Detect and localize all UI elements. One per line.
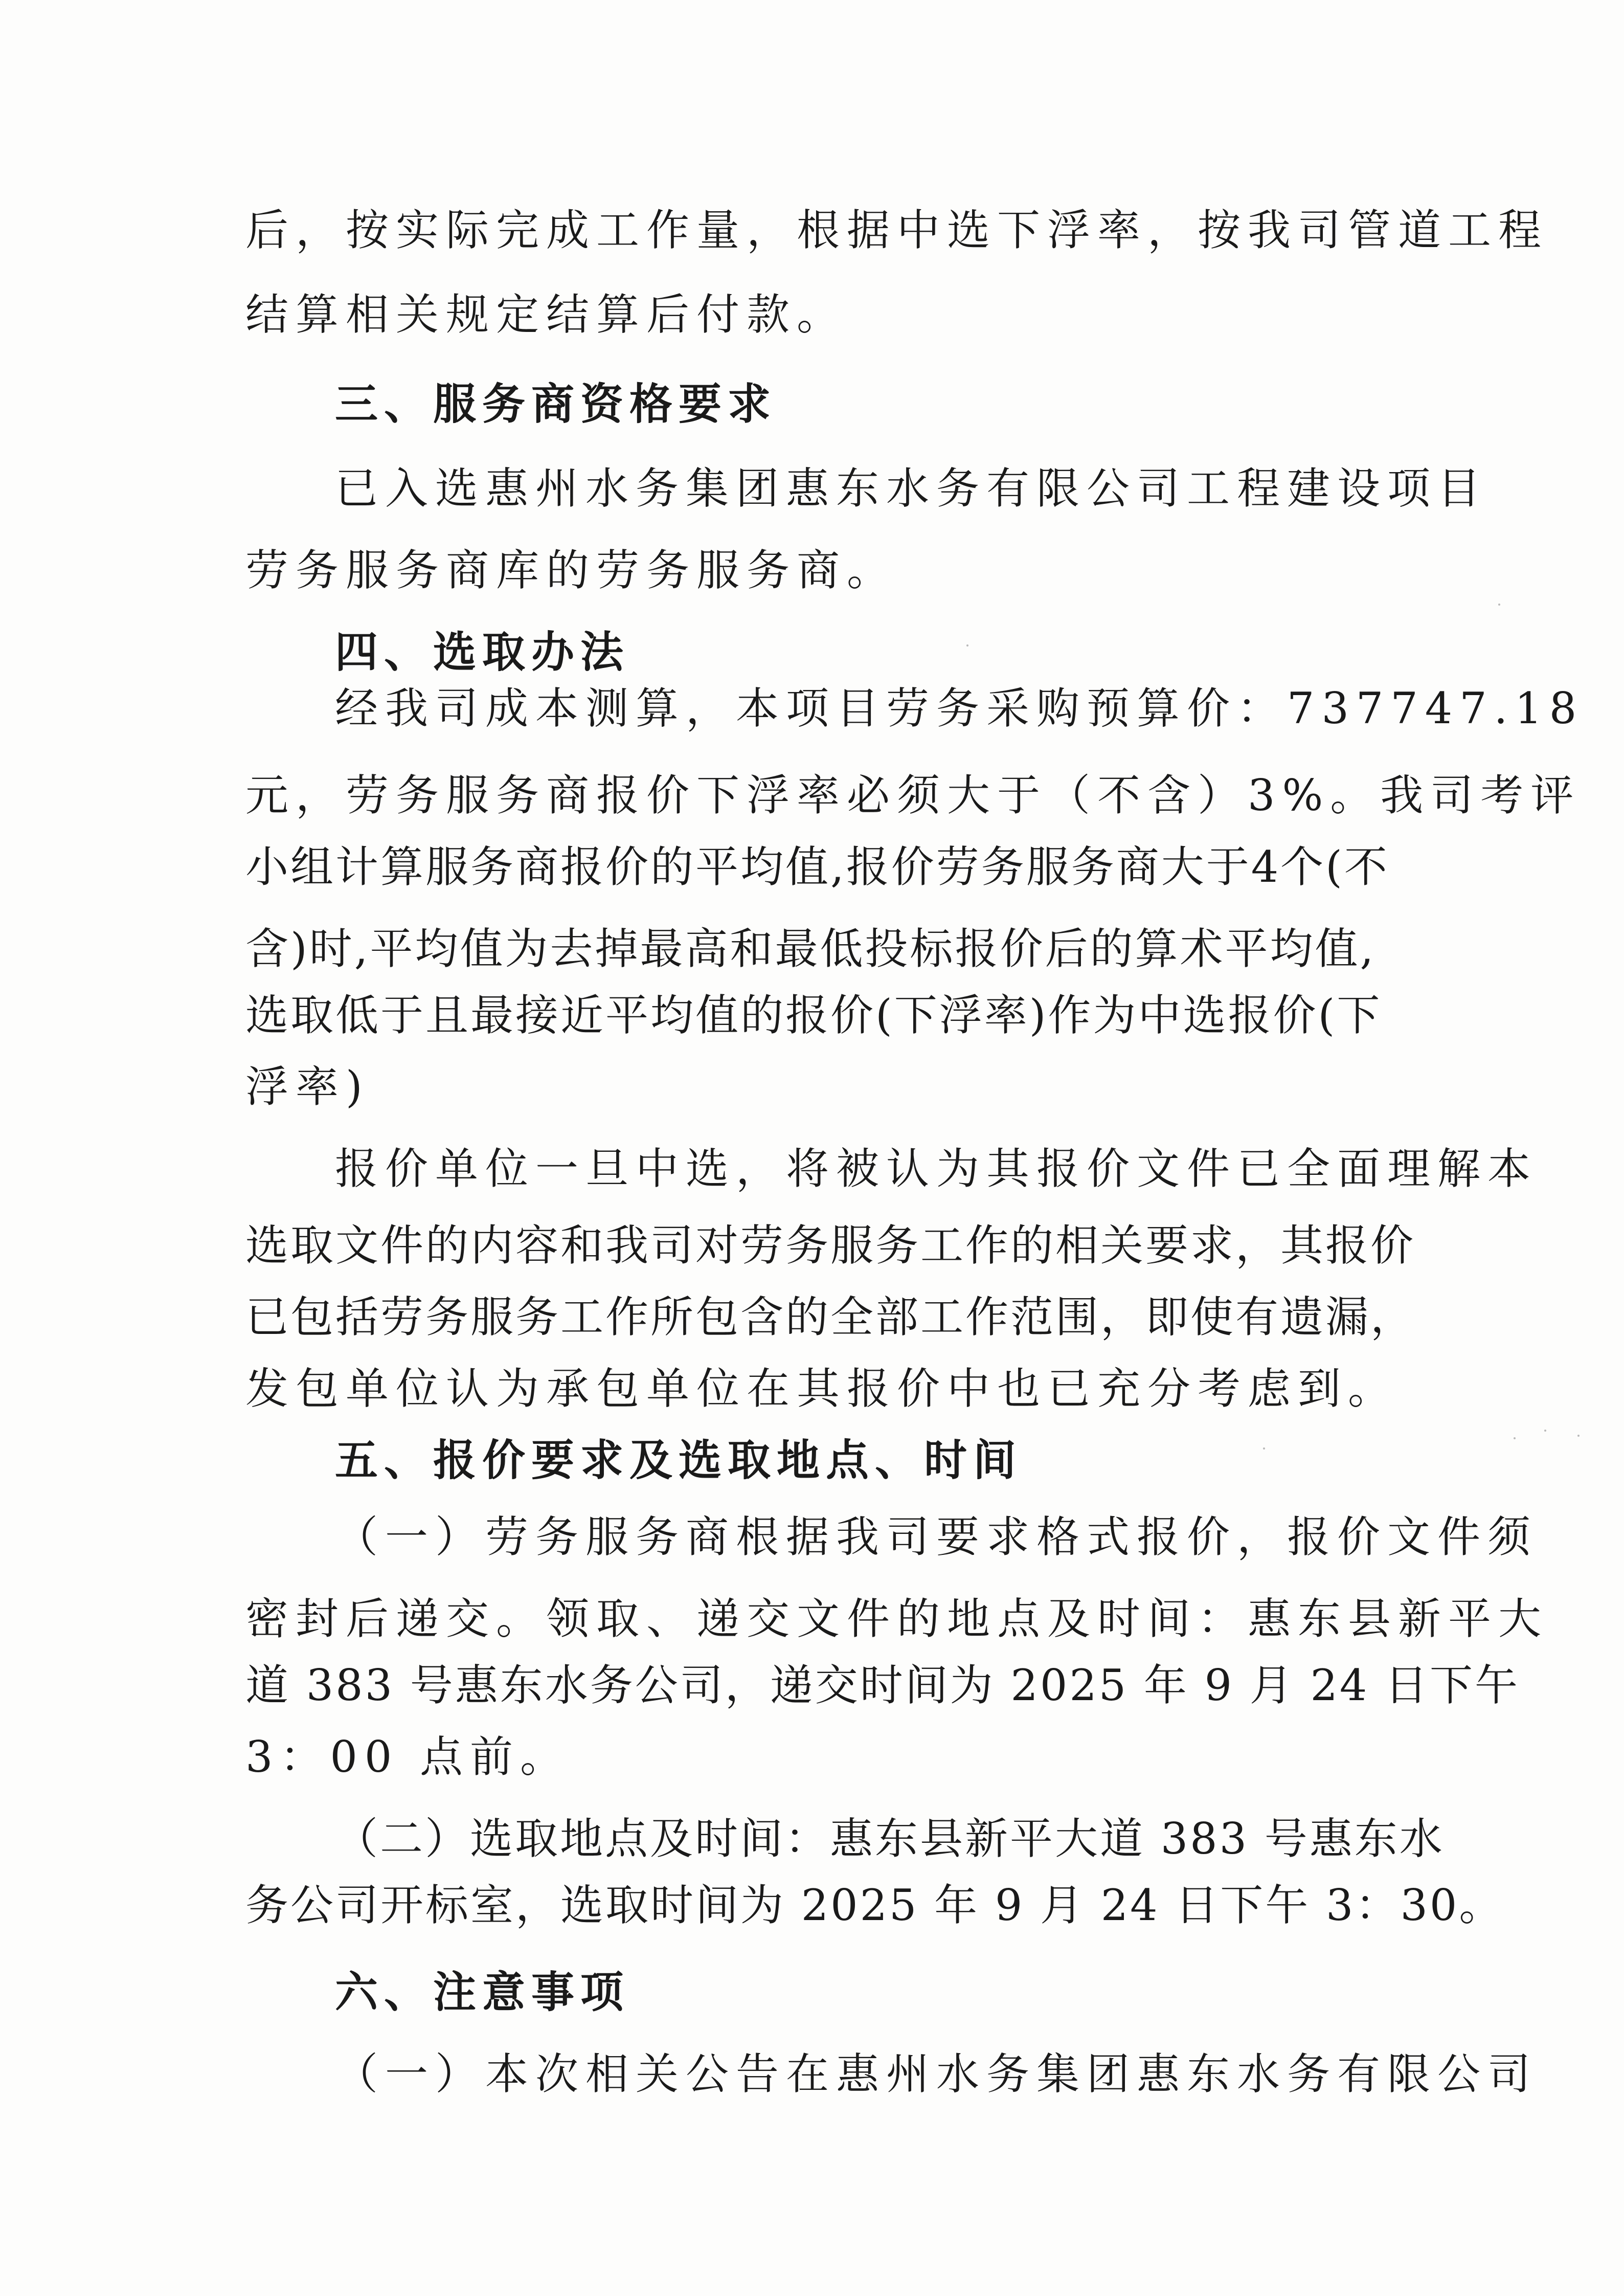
paragraph-line: 结算相关规定结算后付款。	[245, 289, 847, 340]
paragraph-line: （一）本次相关公告在惠州水务集团惠东水务有限公司	[335, 2049, 1538, 2099]
paragraph-line: 选取低于且最接近平均值的报价(下浮率)作为中选报价(下	[245, 990, 1382, 1040]
paragraph-line: （二）选取地点及时间：惠东县新平大道 383 号惠东水	[335, 1814, 1445, 1864]
section-heading: 三、服务商资格要求	[335, 379, 777, 429]
paragraph-line: （一）劳务服务商根据我司要求格式报价，报价文件须	[335, 1512, 1538, 1562]
section-heading: 四、选取办法	[335, 627, 630, 677]
paragraph-line: 元，劳务服务商报价下浮率必须大于（不含）3%。我司考评	[245, 770, 1581, 820]
paragraph-line: 发包单位认为承包单位在其报价中也已充分考虑到。	[245, 1364, 1399, 1414]
paragraph-line: 密封后递交。领取、递交文件的地点及时间：惠东县新平大	[245, 1594, 1549, 1644]
paragraph-line: 务公司开标室，选取时间为 2025 年 9 月 24 日下午 3：30。	[245, 1880, 1504, 1930]
paragraph-line: 已入选惠州水务集团惠东水务有限公司工程建设项目	[335, 463, 1488, 514]
paragraph-line: 劳务服务商库的劳务服务商。	[245, 545, 897, 595]
paragraph-line: 浮率)	[245, 1062, 370, 1112]
scan-speck	[1498, 604, 1500, 606]
scan-speck	[966, 644, 968, 647]
paragraph-line: 含)时,平均值为去掉最高和最低投标报价后的算术平均值,	[245, 924, 1376, 974]
scan-speck	[1514, 1437, 1516, 1439]
paragraph-line: 经我司成本测算，本项目劳务采购预算价：737747.18	[335, 683, 1584, 733]
section-heading: 五、报价要求及选取地点、时间	[335, 1435, 1023, 1485]
paragraph-line: 已包括劳务服务工作所包含的全部工作范围，即使有遗漏，	[245, 1292, 1416, 1342]
paragraph-line: 后，按实际完成工作量，根据中选下浮率，按我司管道工程	[245, 205, 1549, 255]
section-heading: 六、注意事项	[335, 1967, 630, 2017]
paragraph-line: 3：00 点前。	[245, 1732, 571, 1782]
paragraph-line: 小组计算服务商报价的平均值,报价劳务服务商大于4个(不	[245, 842, 1389, 892]
scan-speck	[1263, 1447, 1265, 1450]
scan-speck	[1577, 1435, 1580, 1437]
paragraph-line: 报价单位一旦中选，将被认为其报价文件已全面理解本	[335, 1144, 1538, 1194]
paragraph-line: 道 383 号惠东水务公司，递交时间为 2025 年 9 月 24 日下午	[245, 1660, 1520, 1710]
scan-speck	[1544, 1430, 1546, 1432]
paragraph-line: 选取文件的内容和我司对劳务服务工作的相关要求，其报价	[245, 1220, 1416, 1270]
